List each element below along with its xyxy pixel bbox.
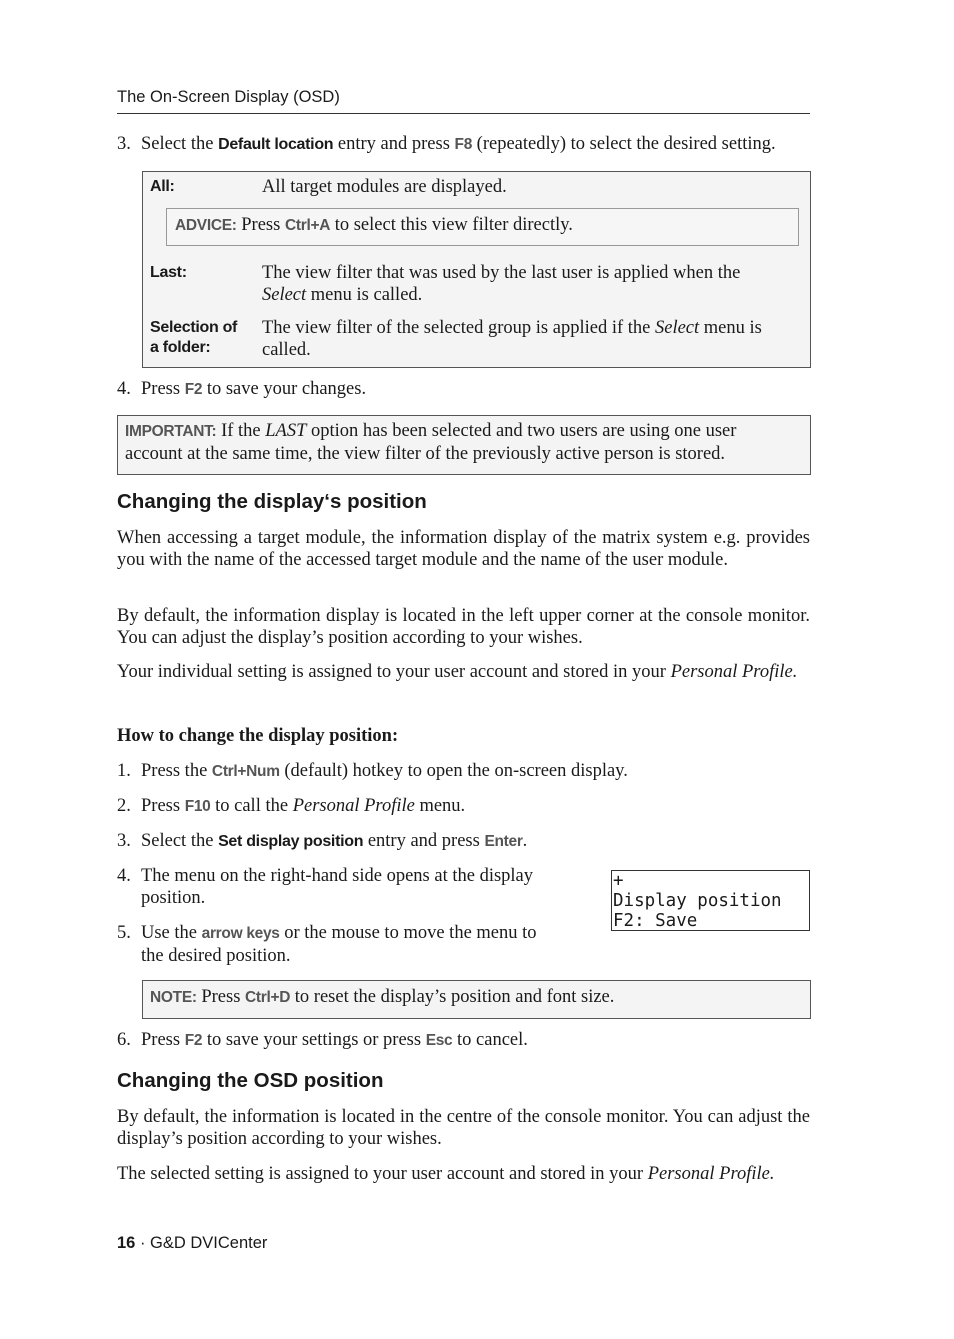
step-number: 5.: [117, 923, 131, 943]
key-name: Ctrl+A: [284, 217, 331, 234]
procedure-heading: How to change the display position:: [117, 726, 399, 746]
menu-save-hint: F2: Save: [613, 911, 698, 931]
step-number: 2.: [117, 796, 131, 816]
menu-move-marker: +: [613, 871, 624, 891]
step-number: 6.: [117, 1030, 131, 1050]
key-name: Ctrl+Num: [211, 763, 280, 780]
key-name: Esc: [425, 1032, 453, 1049]
paragraph: By default, the information display is located in the left upper corner at the console monitor. You can adjust the display’s position according to your wishes.: [117, 606, 810, 648]
step-number: 1.: [117, 761, 131, 781]
key-name: Enter: [484, 833, 523, 850]
option-label-folder: Selection of a folder:: [150, 319, 238, 356]
page-footer: 16 · G&D DVICenter: [117, 1234, 268, 1252]
menu-title: Display position: [613, 891, 782, 911]
display-position-menu: [611, 870, 810, 931]
important-label: IMPORTANT:: [125, 423, 217, 440]
important-box: IMPORTANT: If the LAST option has been selected and two users are using one user account at the same time, the view filter of the previously active person is stored.: [117, 415, 811, 475]
note-label: NOTE:: [150, 989, 197, 1006]
step-number: 4.: [117, 379, 131, 399]
key-name: F10: [184, 798, 211, 815]
section-heading-osd-position: Changing the OSD position: [117, 1069, 384, 1092]
advice-label: ADVICE:: [175, 217, 237, 234]
key-name: Ctrl+D: [245, 989, 291, 1006]
advice-box: ADVICE: Press Ctrl+A to select this view filter directly.: [166, 208, 799, 246]
option-text-last: The view filter that was used by the last user is applied when the: [262, 263, 741, 283]
key-name: arrow keys: [201, 925, 280, 942]
step-number: 3.: [117, 134, 131, 154]
paragraph: By default, the information is located in the centre of the console monitor. You can adjust the display’s position according to your wishes.: [117, 1107, 810, 1149]
paragraph: Your individual setting is assigned to your user account and stored in your Personal Profile.: [117, 662, 798, 682]
page-number: 16: [117, 1234, 136, 1252]
paragraph: When accessing a target module, the information display of the matrix system e.g. provides you with the name of the accessed target module and the name of the user module.: [117, 528, 810, 570]
product-name: G&D DVICenter: [150, 1234, 268, 1252]
running-header: The On-Screen Display (OSD): [117, 88, 810, 114]
option-label-all: All:: [150, 178, 175, 195]
key-name: F8: [454, 136, 473, 153]
option-label-last: Last:: [150, 264, 187, 281]
options-table: All: All target modules are displayed. ADVICE: Press Ctrl+A to select this view filter directly. Last: The view filter that was used by the last user is applied when the Select menu is called. Selection of a folder: The view filter of the selected group is applied if the Select menu is called.: [142, 171, 811, 368]
paragraph: The selected setting is assigned to your user account and stored in your Personal Profile.: [117, 1164, 775, 1184]
step-number: 4.: [117, 866, 131, 886]
note-box: NOTE: Press Ctrl+D to reset the display’s position and font size.: [142, 980, 811, 1019]
option-text-all: All target modules are displayed.: [262, 177, 507, 197]
keyword: Set display position: [218, 833, 364, 850]
key-name: F2: [184, 381, 203, 398]
key-name: F2: [184, 1032, 203, 1049]
step-number: 3.: [117, 831, 131, 851]
section-heading-display-position: Changing the display‘s position: [117, 490, 427, 513]
option-text-folder: The view filter of the selected group is applied if the: [262, 318, 655, 338]
keyword: Default location: [218, 136, 334, 153]
